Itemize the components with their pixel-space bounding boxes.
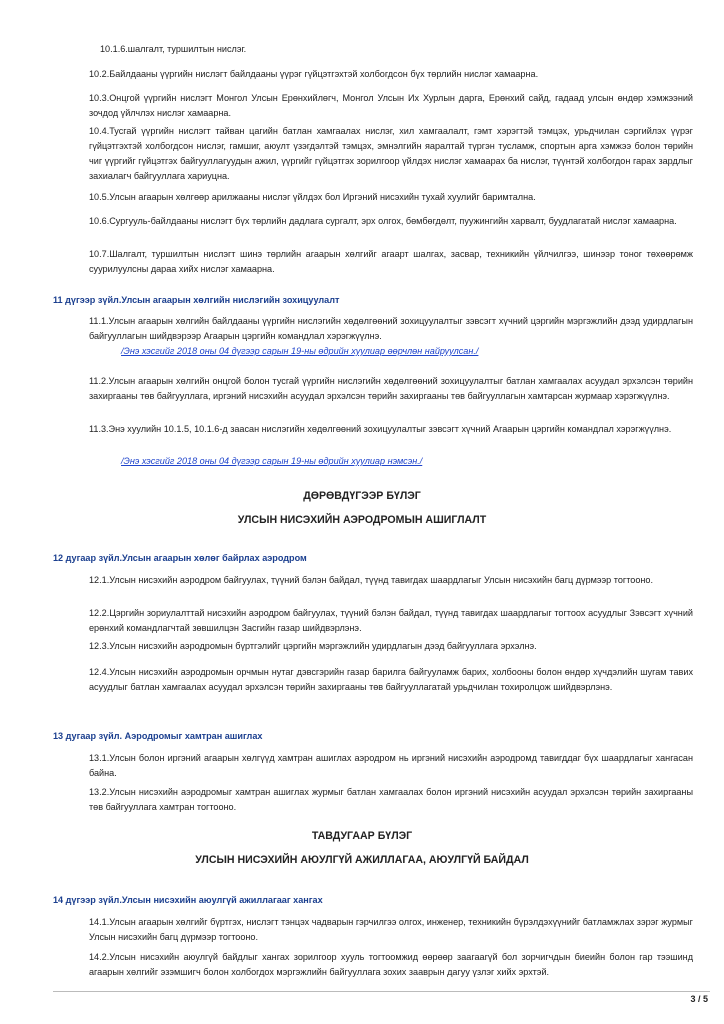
chapter-4-subtitle: УЛСЫН НИСЭХИЙН АЭРОДРОМЫН АШИГЛАЛТ <box>237 514 487 526</box>
paragraph-14-2: 14.2.Улсын нисэхийн аюулгүй байдлыг хангах зорилгоор хууль тогтоомжид өөрөөр заагаагүй бол зорчигчдын биеийн болон гар тээшинд агаарын хөлгийг эзэмшигч болон холбогдох мэргэжлийн байгууллага зохих зааврын дагуу үзлэг хийх эрхтэй. <box>89 952 693 977</box>
paragraph-13-2: 13.2.Улсын нисэхийн аэродромыг хамтран ашиглах журмыг батлан хамгаалах болон иргэний нисэхийн асуудал эрхэлсэн төрийн захиргааны төв байгууллага хамтран тогтооно. <box>89 787 693 812</box>
paragraph-10-2: 10.2.Байлдааны үүргийн нислэгт байлдааны үүрэг гүйцэтгэхтэй холбогдсон бүх төрлийн нислэг хамаарна. <box>89 69 539 79</box>
paragraph-10-6: 10.6.Сургууль-байлдааны нислэгт бүх төрлийн дадлага сургалт, эрх олгох, бөмбөгдөлт, пуужингийн харвалт, буудлагатай нислэг хамаарна. <box>89 216 677 226</box>
paragraph-10-5: 10.5.Улсын агаарын хөлгөөр арилжааны нислэг үйлдэх бол Иргэний нисэхийн тухай хуулийг баримтална. <box>89 192 536 202</box>
paragraph-14-1: 14.1.Улсын агаарын хөлгийг бүртгэх, нислэгт тэнцэх чадварын гэрчилгээ олгох, инженер, техникийн бүрэлдэхүүнийг батламжлах зэрэг журмыг Улсын нисэхийн багц дүрмээр тогтооно. <box>89 917 693 942</box>
paragraph-12-4: 12.4.Улсын нисэхийн аэродромын орчмын нутаг дэвсгэрийн газар барилга байгууламж барих, холбооны болон өндөр хүчдэлийн шугам тавих асуудлыг батлан хамгаалах асуудал эрхэлсэн төрийн захиргааны төв байгууллагатай урьдчилан тохиролцож шийдвэрлэнэ. <box>89 667 693 692</box>
paragraph-11-3: 11.3.Энэ хуулийн 10.1.5, 10.1.6-д заасан нислэгийн хөдөлгөөний зохицуулалтыг зэвсэгт хүчний Агаарын цэргийн командлал хэрэгжүүлнэ. <box>89 424 672 434</box>
chapter-4-title: ДӨРӨВДҮГЭЭР БҮЛЭГ <box>303 490 421 502</box>
paragraph-12-1: 12.1.Улсын нисэхийн аэродром байгуулах, түүний бэлэн байдал, түүнд тавигдах шаардлагыг Улсын нисэхийн багц дүрмээр тогтооно. <box>89 575 653 585</box>
article-12-heading: 12 дугаар зүйл.Улсын агаарын хөлөг байрлах аэродром <box>53 553 307 563</box>
paragraph-12-3: 12.3.Улсын нисэхийн аэродромын бүртгэлийг цэргийн мэргэжлийн удирдлагын дээд байгууллага эрхэлнэ. <box>89 641 537 651</box>
paragraph-11-1: 11.1.Улсын агаарын хөлгийн байлдааны үүргийн нислэгийн хөдөлгөөний зохицуулалтыг зэвсэгт хүчний цэргийн мэргэжлийн дээд удирдлагын байгууллагын шийдвэрээр Агаарын цэргийн командлал хэрэгжүүлнэ. <box>89 316 693 341</box>
paragraph-10-4: 10.4.Тусгай үүргийн нислэгт тайван цагийн батлан хамгаалах нислэг, хил хамгаалалт, гэмт хэрэгтэй тэмцэх, урьдчилан сэргийлэх үүрэг гүйцэтгэхтэй холбогдсон нислэг, гамшиг, аюулт үзэгдэлтэй тэмцэх, эмнэлгийн яаралтай түргэн тусламж, спортын арга хэмжээ болон төрийн чиг үүргийг гүйцэтгэх байгууллагуудын ажил, үүргийг гүйцэтгэх зорилгоор үйлдэх нислэг хамаарах ба нислэг, түүнтэй холбогдон гарах зардлыг захиалагч байгууллага хариуцна. <box>89 126 693 181</box>
paragraph-12-2: 12.2.Цэргийн зориулалттай нисэхийн аэродром байгуулах, түүний бэлэн байдал, түүнд тавигдах шаардлагыг тогтоох асуудлыг Зэвсэгт хүчний ерөнхий командлагчтай зөвшилцэн Засгийн газар шийдвэрлэнэ. <box>89 608 693 633</box>
page-number: 3 / 5 <box>690 994 708 1004</box>
paragraph-10-7: 10.7.Шалгалт, туршилтын нислэгт шинэ төрлийн агаарын хөлгийг агаарт шалгах, засвар, техникийн үйлчилгээ, шинээр тоног төхөөрөмж суурилуулсны дараа хийх нислэг хамаарна. <box>89 249 693 274</box>
article-11-heading: 11 дүгээр зүйл.Улсын агаарын хөлгийн нислэгийн зохицуулалт <box>53 295 340 305</box>
paragraph-13-1: 13.1.Улсын болон иргэний агаарын хөлгүүд хамтран ашиглах аэродром нь иргэний нисэхийн аэродромд тавигддаг бүх шаардлагыг хангасан байна. <box>89 753 693 778</box>
paragraph-11-2: 11.2.Улсын агаарын хөлгийн онцгой болон тусгай үүргийн нислэгийн хөдөлгөөний зохицуулалтыг батлан хамгаалах асуудал эрхэлсэн төрийн захиргааны төв байгууллага, иргэний нисэхийн асуудал эрхэлсэн төрийн захиргааны төв байгууллагын хамтарсан журмаар хэрэгжүүлнэ. <box>89 376 693 401</box>
paragraph-10-3: 10.3.Онцгой үүргийн нислэгт Монгол Улсын Ерөнхийлөгч, Монгол Улсын Их Хурлын дарга, Ерөнхий сайд, гадаад улсын өндөр хэмжээний зочдод үйлчлэх нислэг хамаарна. <box>89 93 693 118</box>
chapter-5-subtitle: УЛСЫН НИСЭХИЙН АЮУЛГҮЙ АЖИЛЛАГАА, АЮУЛГҮЙ БАЙДАЛ <box>195 854 529 866</box>
amendment-note-11-1[interactable]: /Энэ хэсгийг 2018 оны 04 дүгээр сарын 19-ны өдрийн хуулиар өөрчлөн найруулсан./ <box>121 346 479 356</box>
article-14-heading: 14 дүгээр зүйл.Улсын нисэхийн аюулгүй ажиллагааг хангах <box>53 895 323 905</box>
paragraph-10-1-6: 10.1.6.шалгалт, туршилтын нислэг. <box>100 44 247 54</box>
chapter-5-title: ТАВДУГААР БҮЛЭГ <box>311 830 413 842</box>
amendment-note-11-3[interactable]: /Энэ хэсгийг 2018 оны 04 дүгээр сарын 19-ны өдрийн хуулиар нэмсэн./ <box>121 456 423 466</box>
article-13-heading: 13 дугаар зүйл. Аэродромыг хамтран ашиглах <box>53 731 263 741</box>
footer-divider <box>53 991 710 992</box>
